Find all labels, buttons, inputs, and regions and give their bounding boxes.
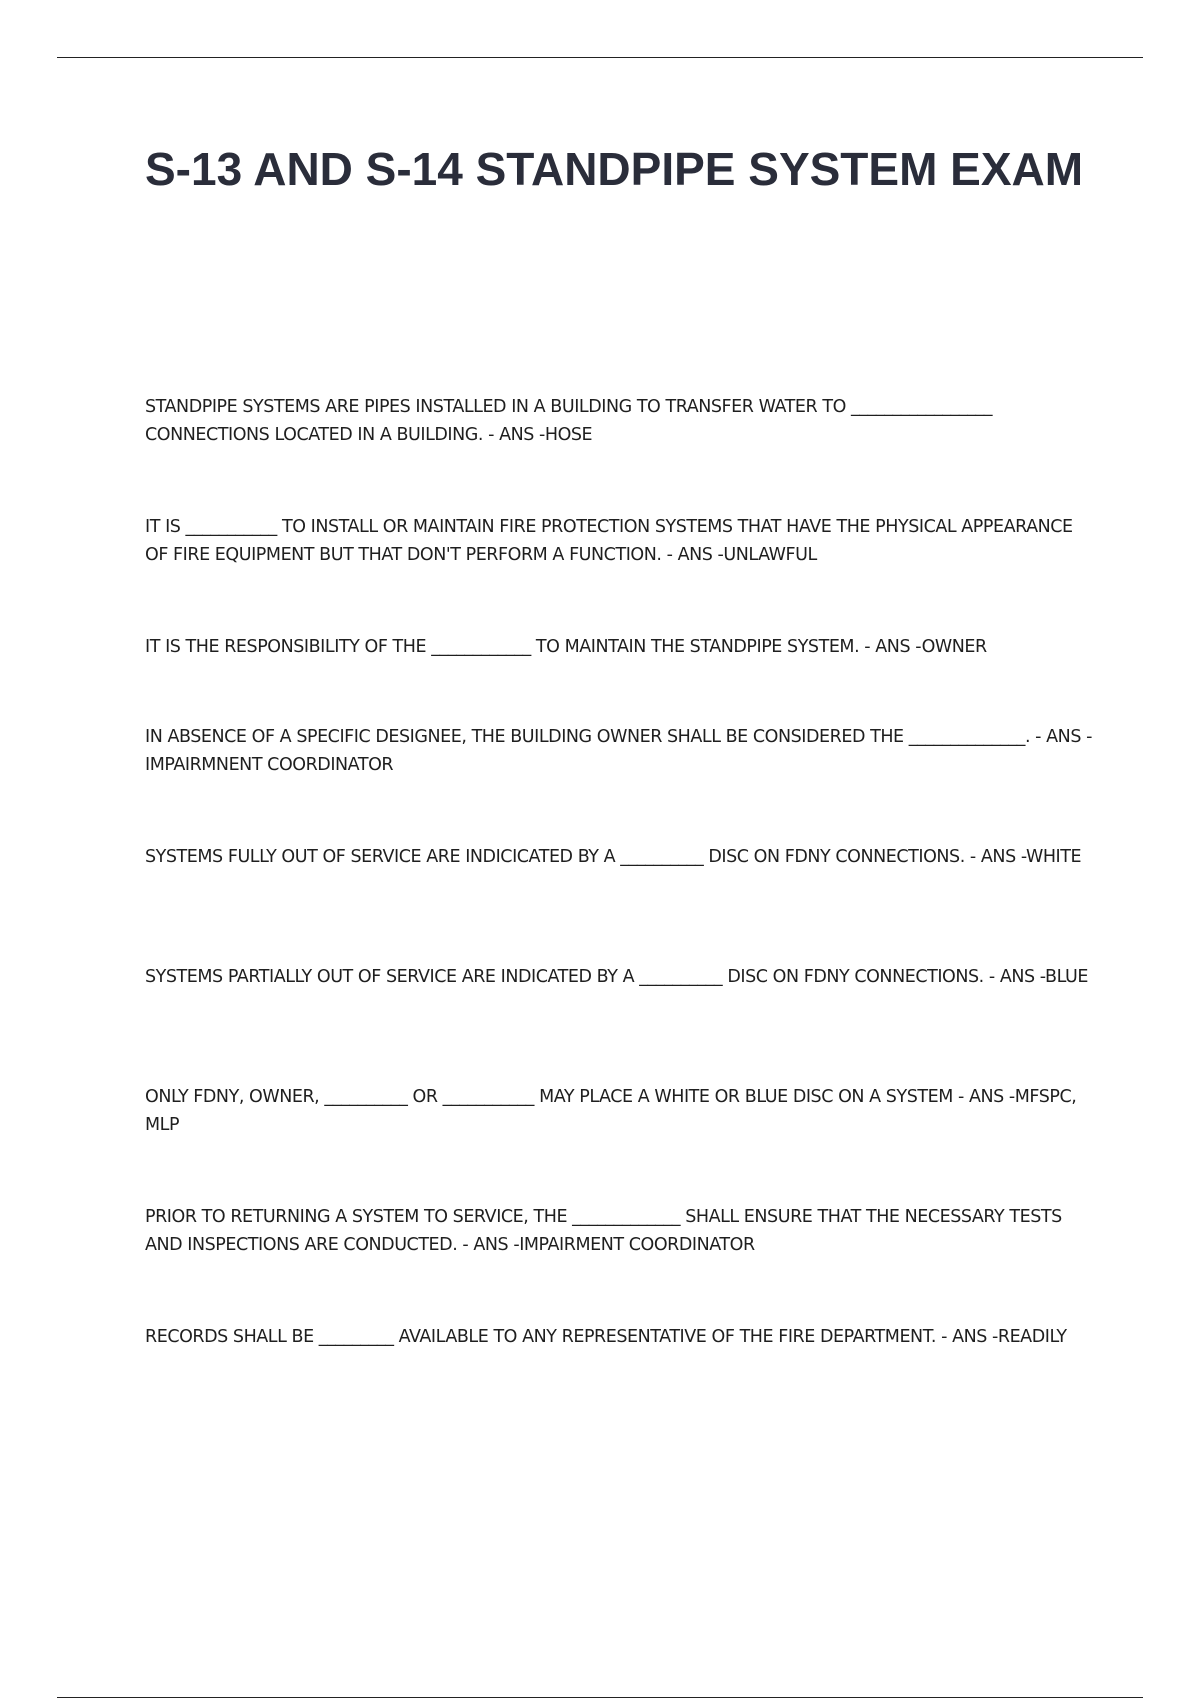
document-title: S-13 AND S-14 STANDPIPE SYSTEM EXAM [145,143,1084,195]
question-item-3: IT IS THE RESPONSIBILITY OF THE ____________ TO MAINTAIN THE STANDPIPE SYSTEM. - ANS -OWNER [145,637,987,657]
top-divider [57,57,1143,58]
question-item-8: PRIOR TO RETURNING A SYSTEM TO SERVICE, THE _____________ SHALL ENSURE THAT THE NECESSARY TESTS AND INSPECTIONS ARE CONDUCTED. - ANS -IMPAIRMENT COORDINATOR [145,1207,1062,1255]
question-item-7: ONLY FDNY, OWNER, __________ OR ___________ MAY PLACE A WHITE OR BLUE DISC ON A SYSTEM - ANS -MFSPC, MLP [145,1087,1077,1135]
bottom-divider [57,1697,1143,1698]
question-item-4: IN ABSENCE OF A SPECIFIC DESIGNEE, THE BUILDING OWNER SHALL BE CONSIDERED THE ______________. - ANS -IMPAIRMNENT COORDINATOR [145,727,1092,775]
question-item-5: SYSTEMS FULLY OUT OF SERVICE ARE INDICICATED BY A __________ DISC ON FDNY CONNECTIONS. - ANS -WHITE [145,847,1082,867]
question-item-9: RECORDS SHALL BE _________ AVAILABLE TO ANY REPRESENTATIVE OF THE FIRE DEPARTMENT. - ANS -READILY [145,1327,1067,1347]
question-item-6: SYSTEMS PARTIALLY OUT OF SERVICE ARE INDICATED BY A __________ DISC ON FDNY CONNECTIONS. - ANS -BLUE [145,967,1088,987]
question-item-2: IT IS ___________ TO INSTALL OR MAINTAIN FIRE PROTECTION SYSTEMS THAT HAVE THE PHYSICAL APPEARANCE OF FIRE EQUIPMENT BUT THAT DON'T PERFORM A FUNCTION. - ANS -UNLAWFUL [145,517,1073,565]
question-item-1: STANDPIPE SYSTEMS ARE PIPES INSTALLED IN A BUILDING TO TRANSFER WATER TO _________________ CONNECTIONS LOCATED IN A BUILDING. - ANS -HOSE [145,397,993,445]
